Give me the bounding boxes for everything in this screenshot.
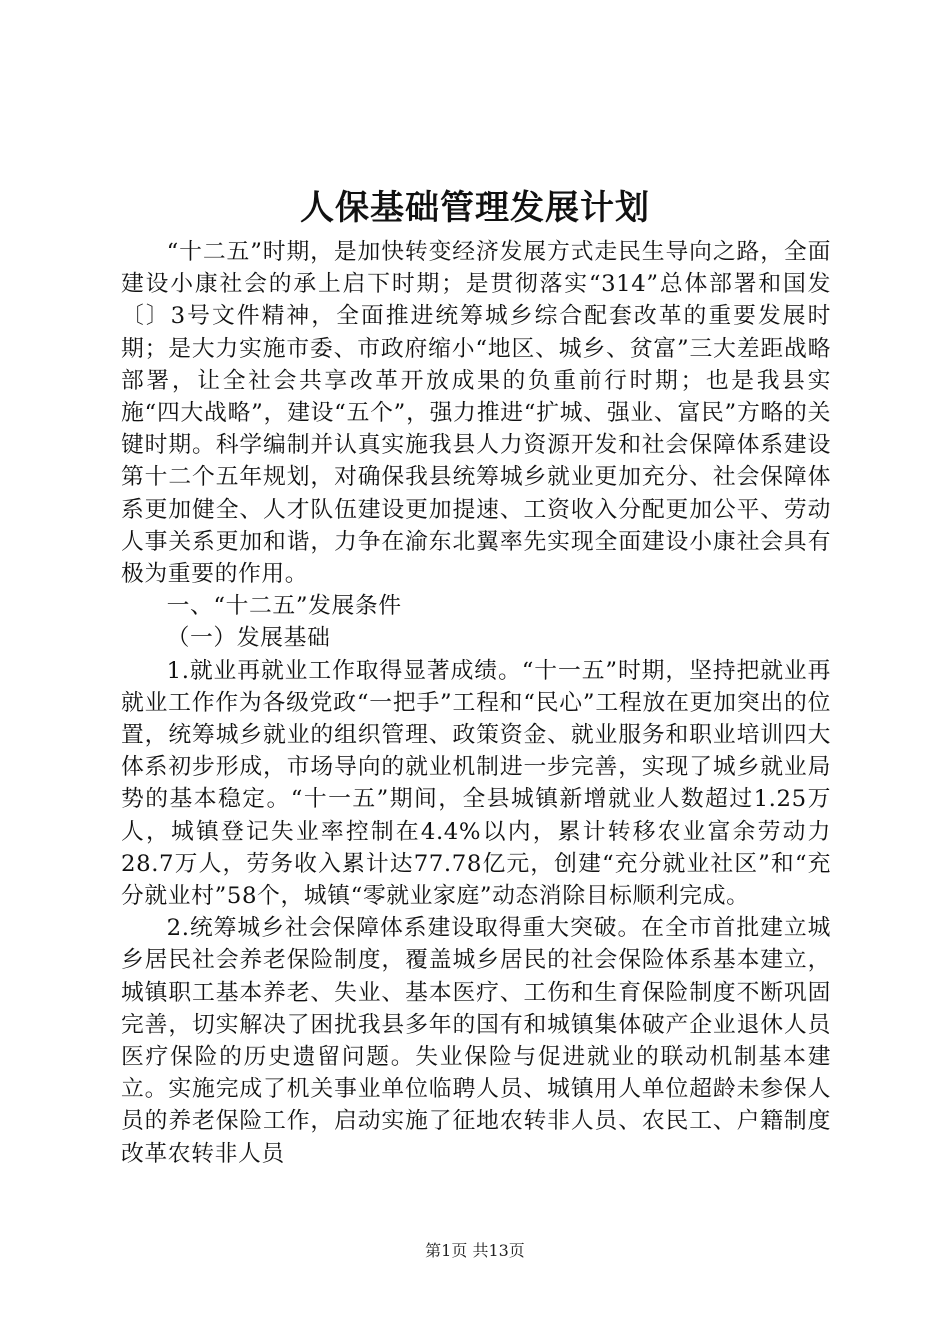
paragraph-employment: 1.就业再就业工作取得显著成绩。“十一五”时期，坚持把就业再就业工作作为各级党政“一把手”工程和“民心”工程放在更加突出的位置，统筹城乡就业的组织管理、政策资金、就业服务和职业培训四大体系初步形成，市场导向的就业机制进一步完善，实现了城乡就业局势的基本稳定。“十一五”期间，全县城镇新增就业人数超过1.25万人，城镇登记失业率控制在4.4%以内，累计转移农业富余劳动力28.7万人，劳务收入累计达77.78亿元，创建“充分就业社区”和“充分就业村”58个，城镇“零就业家庭”动态消除目标顺利完成。 bbox=[121, 657, 831, 910]
paragraph-intro: “十二五”时期，是加快转变经济发展方式走民生导向之路，全面建设小康社会的承上启下时期；是贯彻落实“314”总体部署和国发〔〕3号文件精神，全面推进统筹城乡综合配套改革的重要发展时期；是大力实施市委、市政府缩小“地区、城乡、贫富”三大差距战略部署，让全社会共享改革开放成果的负重前行时期；也是我县实施“四大战略”，建设“五个”，强力推进“扩城、强业、富民”方略的关键时期。科学编制并认真实施我县人力资源开发和社会保障体系建设第十二个五年规划，对确保我县统筹城乡就业更加充分、社会保障体系更加健全、人才队伍建设更加提速、工资收入分配更加公平、劳动人事关系更加和谐，力争在渝东北翼率先实现全面建设小康社会具有极为重要的作用。 bbox=[121, 239, 831, 588]
subsection-heading: （一）发展基础 bbox=[166, 625, 331, 652]
document-body bbox=[121, 236, 831, 1170]
document-title: 人保基础管理发展计划 bbox=[300, 188, 650, 228]
section-heading: 一、“十二五”发展条件 bbox=[166, 593, 402, 620]
paragraph-social-security: 2.统筹城乡社会保障体系建设取得重大突破。在全市首批建立城乡居民社会养老保险制度，覆盖城乡居民的社会保险体系基本建立，城镇职工基本养老、失业、基本医疗、工伤和生育保险制度不断巩固完善，切实解决了困扰我县多年的国有和城镇集体破产企业退休人员医疗保险的历史遗留问题。失业保险与促进就业的联动机制基本建立。实施完成了机关事业单位临聘人员、城镇用人单位超龄未参保人员的养老保险工作，启动实施了征地农转非人员、农民工、户籍制度改革农转非人员 bbox=[121, 915, 831, 1167]
page-footer: 第1页 共13页 bbox=[425, 1241, 525, 1260]
